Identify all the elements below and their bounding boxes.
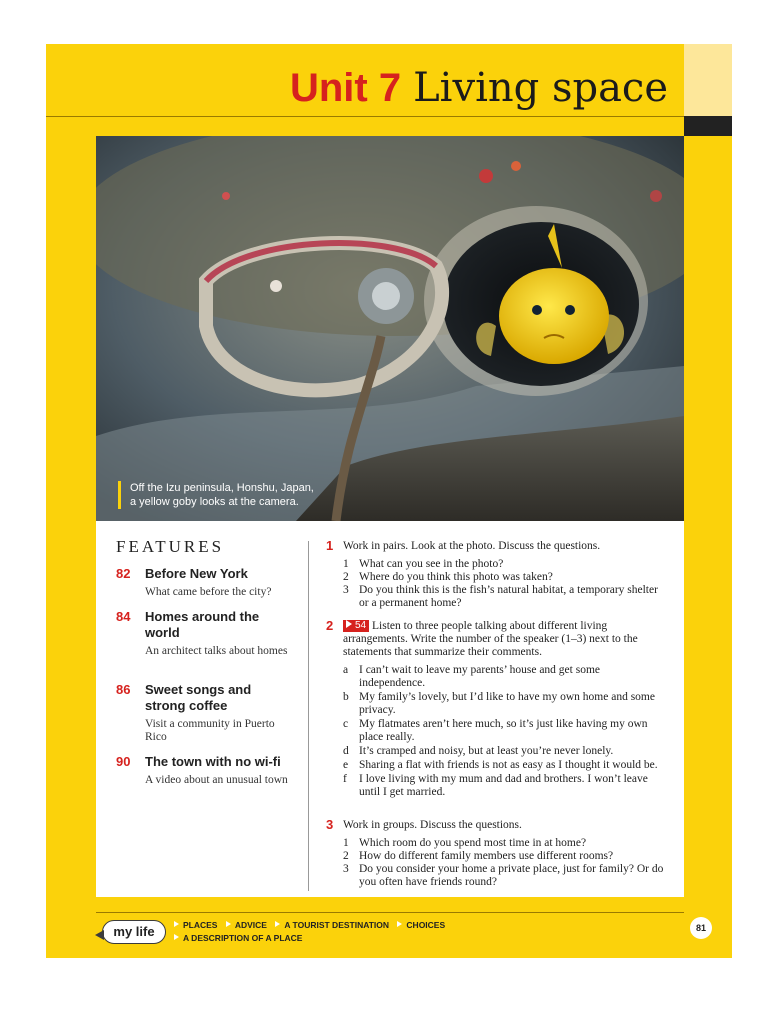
feature-title: Before New York (145, 566, 248, 581)
feature-subtitle: A video about an unusual town (145, 774, 288, 786)
list-item (343, 837, 666, 850)
item-key: d (343, 745, 349, 757)
exercise-number: 1 (326, 538, 334, 553)
feature-title: Sweet songs and strong coffee (145, 682, 252, 713)
feature-item (116, 609, 292, 658)
list-item (343, 558, 666, 571)
footer-rule (96, 912, 684, 913)
exercise-list (343, 664, 666, 799)
feature-subtitle: What came before the city? (145, 586, 272, 598)
item-text: It’s cramped and noisy, but at least you’re never lonely. (359, 745, 614, 757)
feature-page: 90 (116, 754, 131, 769)
exercise-number: 3 (326, 817, 334, 832)
footer-link[interactable]: A TOURIST DESTINATION (275, 920, 389, 930)
corner-tab (684, 44, 732, 116)
exercise-1 (326, 540, 666, 610)
feature-subtitle: Visit a community in Puerto Rico (145, 718, 275, 743)
item-text: My flatmates aren’t here much, so it’s just like having my own place really. (359, 718, 648, 743)
arrow-icon (174, 921, 179, 927)
list-item (343, 718, 666, 744)
item-key: c (343, 718, 349, 730)
feature-title: Homes around the world (145, 609, 260, 640)
audio-track-button[interactable] (343, 620, 369, 632)
list-item (343, 863, 666, 889)
arrow-icon (174, 934, 179, 940)
item-text: I can’t wait to leave my parents’ house and get some independence. (359, 664, 600, 689)
item-key: e (343, 759, 349, 771)
item-text: Sharing a flat with friends is not as easy as I thought it would be. (359, 759, 658, 771)
arrow-icon (397, 921, 402, 927)
item-text: Do you consider your home a private place, just for family? Or do you often have friends round? (359, 863, 664, 888)
exercise-list (343, 558, 666, 610)
arrow-icon (275, 921, 280, 927)
item-text: Which room do you spend most time in at home? (359, 837, 587, 849)
list-item (343, 584, 666, 610)
footer-link[interactable]: A DESCRIPTION OF A PLACE (174, 933, 302, 943)
audio-track-number: 54 (355, 620, 367, 631)
photo-caption (118, 481, 350, 509)
feature-subtitle: An architect talks about homes (145, 645, 288, 657)
instruction-text: Listen to three people talking about different living arrangements. Write the number of the speaker (1–3) next to the statements that summarize their comments. (343, 620, 638, 658)
feature-title: The town with no wi-fi (145, 754, 281, 769)
feature-item (116, 754, 292, 787)
item-text: How do different family members use different rooms? (359, 850, 614, 862)
photo-illustration (96, 136, 684, 521)
feature-page: 82 (116, 566, 131, 581)
feature-item (116, 566, 292, 599)
exercise-instruction: Work in groups. Discuss the questions. (343, 819, 522, 831)
unit-label: Unit 7 (289, 66, 402, 110)
corner-tab-dark (684, 116, 732, 136)
item-text: I love living with my mum and dad and brothers. I won’t leave until I get married. (359, 773, 648, 798)
footer-links (174, 919, 494, 945)
item-text: My family’s lovely, but I’d like to have my own home and some privacy. (359, 691, 655, 716)
play-icon (346, 620, 352, 628)
unit-title: Living space (413, 65, 668, 111)
item-key: 1 (343, 558, 349, 570)
footer-link[interactable]: CHOICES (397, 920, 445, 930)
item-key: 2 (343, 850, 349, 862)
exercise-3 (326, 819, 666, 889)
feature-item (116, 682, 292, 744)
exercise-instruction (343, 620, 666, 659)
feature-page: 84 (116, 609, 131, 624)
footer-link[interactable]: ADVICE (226, 920, 267, 930)
list-item (343, 773, 666, 799)
header-rule (46, 116, 684, 117)
item-key: 2 (343, 571, 349, 583)
item-text: Where do you think this photo was taken? (359, 571, 553, 583)
footer-link[interactable]: PLACES (174, 920, 217, 930)
exercise-instruction: Work in pairs. Look at the photo. Discuss the questions. (343, 540, 601, 552)
item-key: a (343, 664, 349, 676)
exercise-2 (326, 620, 666, 800)
my-life-badge: my life (102, 920, 166, 944)
item-key: 3 (343, 584, 349, 596)
column-divider (308, 541, 309, 891)
page-title (290, 64, 668, 111)
list-item (343, 691, 666, 717)
goby-photo (96, 136, 684, 521)
item-text: Do you think this is the fish’s natural habitat, a temporary shelter or a permanent home? (359, 584, 658, 609)
item-text: What can you see in the photo? (359, 558, 504, 570)
item-key: 1 (343, 837, 349, 849)
page-number: 81 (690, 917, 712, 939)
features-heading: FEATURES (116, 537, 225, 556)
item-key: f (343, 773, 347, 785)
feature-page: 86 (116, 682, 131, 697)
list-item (343, 571, 666, 584)
list-item (343, 850, 666, 863)
list-item (343, 745, 666, 758)
exercise-list (343, 837, 666, 889)
list-item (343, 759, 666, 772)
item-key: b (343, 691, 349, 703)
list-item (343, 664, 666, 690)
arrow-icon (226, 921, 231, 927)
caption-line-1: Off the Izu peninsula, Honshu, Japan, (130, 482, 314, 494)
item-key: 3 (343, 863, 349, 875)
exercise-number: 2 (326, 618, 334, 633)
caption-line-2: a yellow goby looks at the camera. (130, 496, 299, 508)
